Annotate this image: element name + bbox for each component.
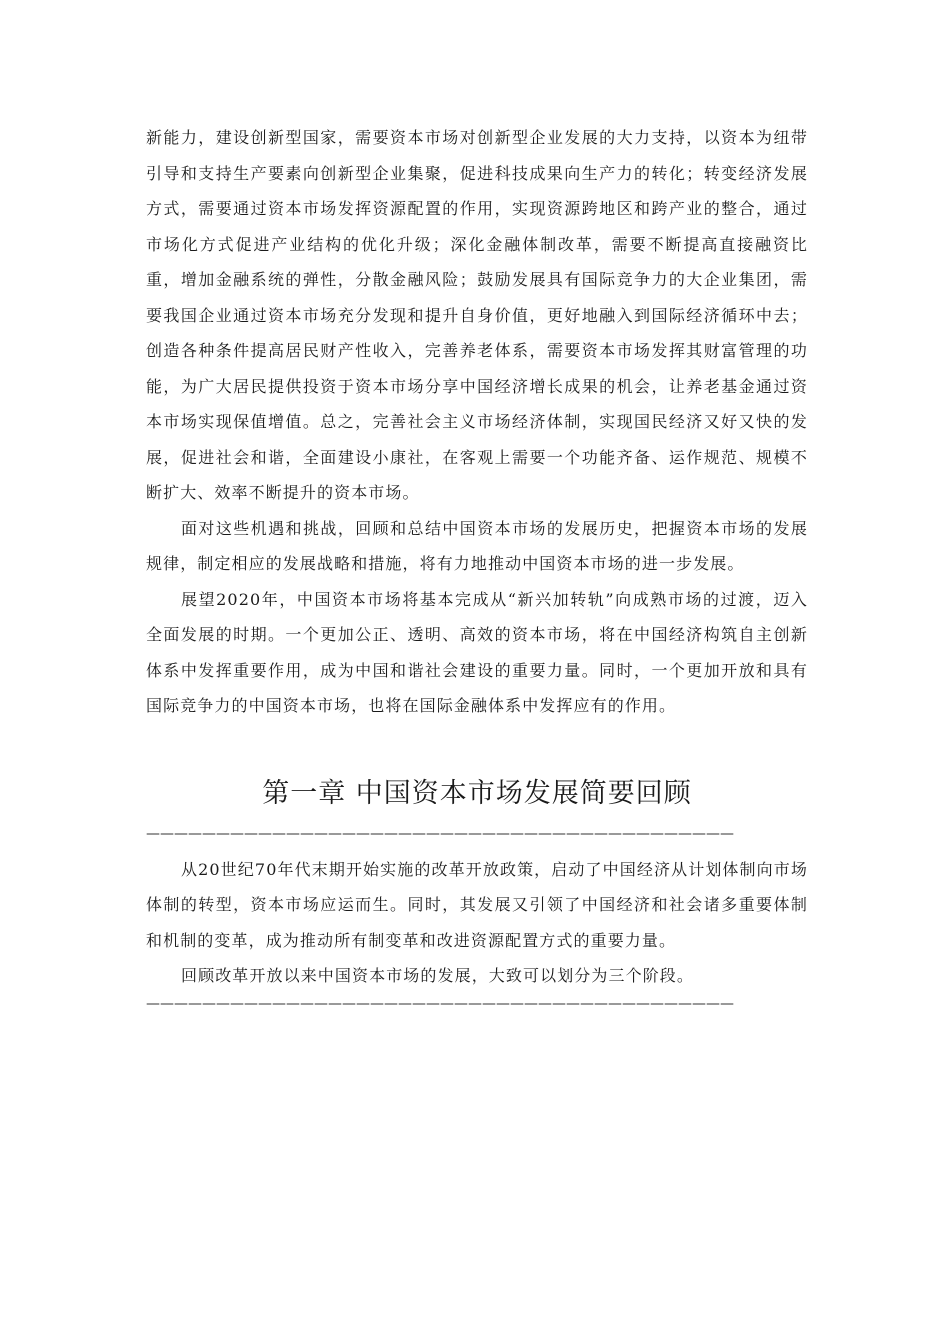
body-paragraph-continued: 新能力，建设创新型国家，需要资本市场对创新型企业发展的大力支持，以资本为纽带引导和支持生产要素向创新型企业集聚，促进科技成果向生产力的转化；转变经济发展方式，需要通过资本市场发挥资源配置的作用，实现资源跨地区和跨产业的整合，通过市场化方式促进产业结构的优化升级；深化金融体制改革，需要不断提高直接融资比重，增加金融系统的弹性，分散金融风险；鼓励发展具有国际竞争力的大企业集团，需要我国企业通过资本市场充分发现和提升自身价值，更好地融入到国际经济循环中去；创造各种条件提高居民财产性收入，完善养老体系，需要资本市场发挥其财富管理的功能，为广大居民提供投资于资本市场分享中国经济增长成果的机会，让养老基金通过资本市场实现保值增值。总之，完善社会主义市场经济体制，实现国民经济又好又快的发展，促进社会和谐，全面建设小康社，在客观上需要一个功能齐备、运作规范、规模不断扩大、效率不断提升的资本市场。 bbox=[146, 128, 808, 502]
document-page bbox=[146, 120, 808, 1014]
body-paragraph: 展望2020年，中国资本市场将基本完成从“新兴加转轨”向成熟市场的过渡，迈入全面发展的时期。一个更加公正、透明、高效的资本市场，将在中国经济构筑自主创新体系中发挥重要作用，成为中国和谐社会建设的重要力量。同时，一个更加开放和具有国际竞争力的中国资本市场，也将在国际金融体系中发挥应有的作用。 bbox=[146, 589, 808, 715]
separator-rule: —————————————————————————————————————————— bbox=[146, 825, 734, 842]
body-paragraph: 从20世纪70年代末期开始实施的改革开放政策，启动了中国经济从计划体制向市场体制的转型，资本市场应运而生。同时，其发展又引领了中国经济和社会诸多重要体制和机制的变革，成为推动所有制变革和改进资源配置方式的重要力量。 bbox=[146, 859, 808, 950]
chapter-title: 第一章 中国资本市场发展简要回顾 bbox=[262, 777, 692, 809]
separator-rule: —————————————————————————————————————————— bbox=[146, 995, 734, 1012]
body-paragraph: 回顾改革开放以来中国资本市场的发展，大致可以划分为三个阶段。 bbox=[181, 966, 695, 985]
body-paragraph: 面对这些机遇和挑战，回顾和总结中国资本市场的发展历史，把握资本市场的发展规律，制定相应的发展战略和措施，将有力地推动中国资本市场的进一步发展。 bbox=[146, 518, 808, 573]
